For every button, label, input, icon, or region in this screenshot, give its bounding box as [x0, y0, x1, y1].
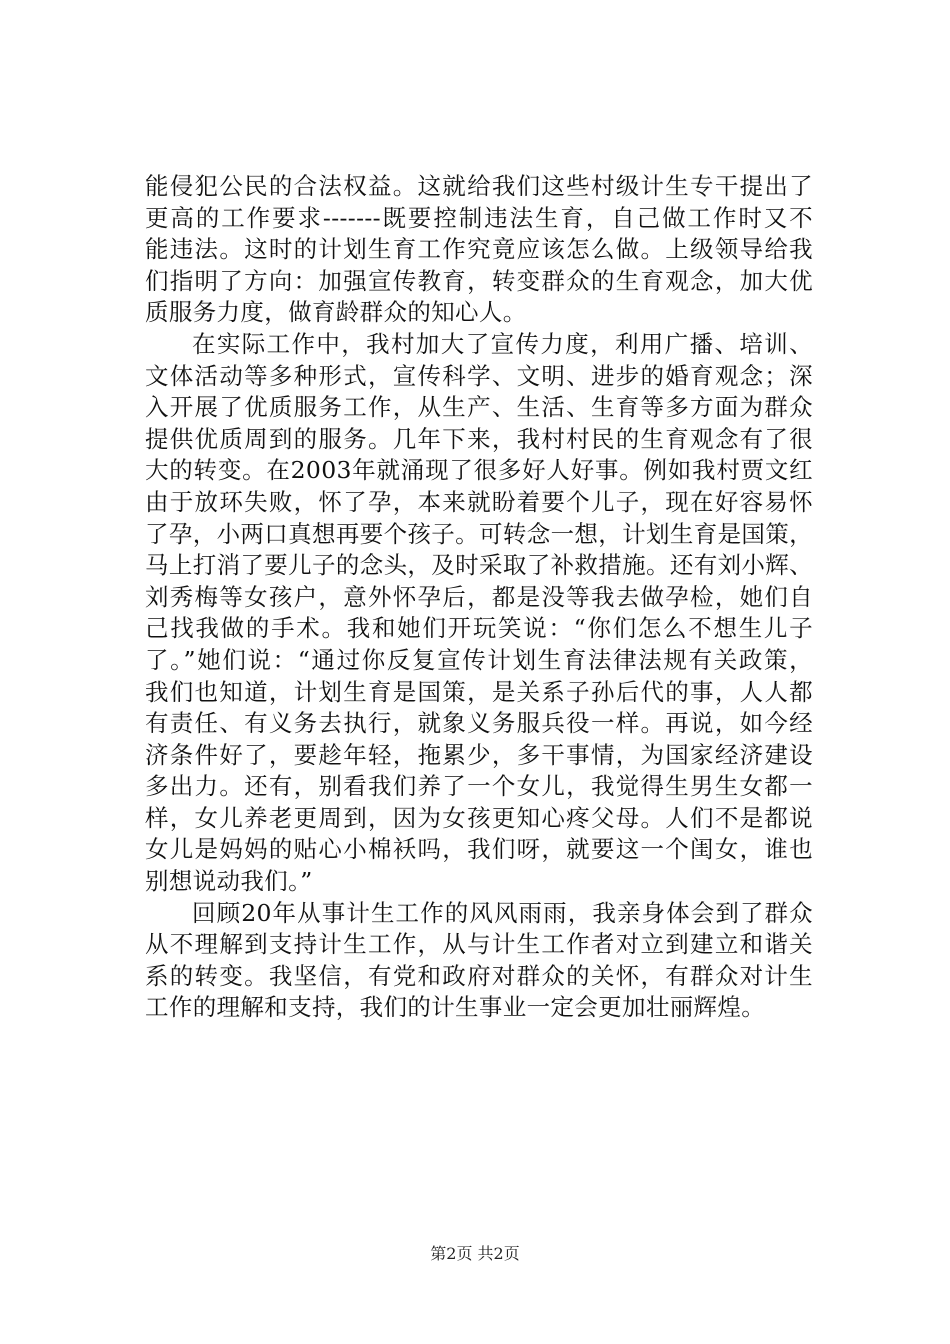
text-line: 有责任、有义务去执行，就象义务服兵役一样。再说，如今经 — [145, 709, 813, 738]
text-line: 入开展了优质服务工作，从生产、生活、生育等多方面为群众 — [145, 393, 813, 422]
text-line: 由于放环失败，怀了孕，本来就盼着要个儿子，现在好容易怀 — [145, 487, 813, 516]
text-line: 能侵犯公民的合法权益。这就给我们这些村级计生专干提出了 — [145, 172, 813, 200]
text-line: 刘秀梅等女孩户，意外怀孕后，都是没等我去做孕检，她们自 — [145, 582, 813, 611]
text-line: 多出力。还有，别看我们养了一个女儿，我觉得生男生女都一 — [145, 772, 813, 801]
text-line: 女儿是妈妈的贴心小棉袄吗，我们呀，就要这一个闺女，谁也 — [145, 835, 813, 864]
page-number-footer: 第2页 共2页 — [430, 1244, 520, 1263]
text-line: 提供优质周到的服务。几年下来，我村村民的生育观念有了很 — [145, 424, 813, 453]
text-line: 们指明了方向：加强宣传教育，转变群众的生育观念，加大优 — [145, 266, 813, 295]
text-line: 质服务力度，做育龄群众的知心人。 — [145, 298, 527, 327]
text-line: 能违法。这时的计划生育工作究竟应该怎么做。上级领导给我 — [145, 235, 813, 264]
text-line: 了孕，小两口真想再要个孩子。可转念一想，计划生育是国策， — [145, 519, 813, 548]
text-line: 济条件好了，要趁年轻，拖累少，多干事情，为国家经济建设 — [145, 740, 813, 769]
text-line: 在实际工作中，我村加大了宣传力度，利用广播、培训、 — [192, 329, 813, 358]
text-line: 别想说动我们。” — [145, 867, 313, 896]
text-line: 从不理解到支持计生工作，从与计生工作者对立到建立和谐关 — [145, 930, 813, 959]
text-line: 大的转变。在2003年就涌现了很多好人好事。例如我村贾文红 — [145, 456, 813, 485]
text-line: 系的转变。我坚信，有党和政府对群众的关怀，有群众对计生 — [145, 961, 813, 990]
text-line: 回顾20年从事计生工作的风风雨雨，我亲身体会到了群众 — [192, 898, 813, 927]
text-line: 工作的理解和支持，我们的计生事业一定会更加壮丽辉煌。 — [145, 993, 766, 1022]
text-line: 马上打消了要儿子的念头，及时采取了补救措施。还有刘小辉、 — [145, 551, 813, 580]
text-line: 样，女儿养老更周到，因为女孩更知心疼父母。人们不是都说 — [145, 803, 813, 832]
body-text — [145, 171, 813, 1024]
text-line: 更高的工作要求-------既要控制违法生育，自己做工作时又不 — [145, 203, 813, 232]
text-line: 文体活动等多种形式，宣传科学、文明、进步的婚育观念；深 — [145, 361, 813, 390]
text-line: 己找我做的手术。我和她们开玩笑说：“你们怎么不想生儿子 — [145, 614, 813, 643]
text-line: 我们也知道，计划生育是国策，是关系子孙后代的事，人人都 — [145, 677, 813, 706]
text-line: 了。”她们说：“通过你反复宣传计划生育法律法规有关政策， — [145, 645, 813, 674]
